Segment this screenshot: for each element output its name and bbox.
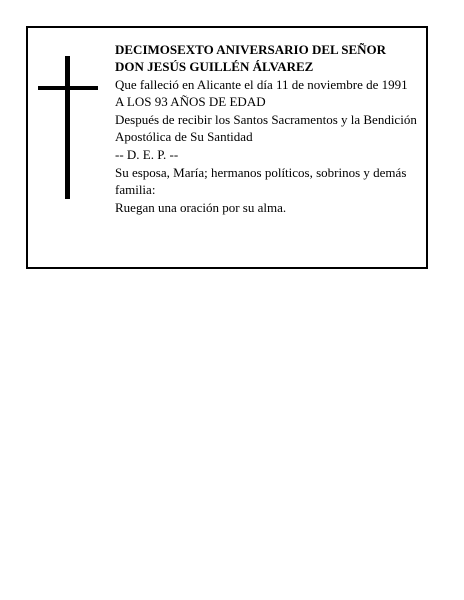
sacraments-line: Después de recibir los Santos Sacramentos y la Bendición Apostólica de Su Santidad	[115, 112, 417, 144]
prayer-line: Ruegan una oración por su alma.	[115, 200, 287, 215]
age-line: A LOS 93 AÑOS DE EDAD	[115, 94, 266, 109]
rip-line: -- D. E. P. --	[115, 147, 179, 162]
cross-vertical-bar	[65, 56, 70, 199]
obituary-notice	[26, 26, 428, 269]
notice-title-line1: DECIMOSEXTO ANIVERSARIO DEL SEÑOR	[115, 42, 387, 57]
cross-icon	[38, 56, 98, 199]
notice-title-line2: DON JESÚS GUILLÉN ÁLVAREZ	[115, 59, 314, 74]
death-line: Que falleció en Alicante el día 11 de noviembre de 1991	[115, 77, 408, 92]
family-line: Su esposa, María; hermanos políticos, sobrinos y demás familia:	[115, 165, 407, 197]
cross-horizontal-bar	[38, 86, 98, 90]
notice-text	[115, 41, 425, 216]
